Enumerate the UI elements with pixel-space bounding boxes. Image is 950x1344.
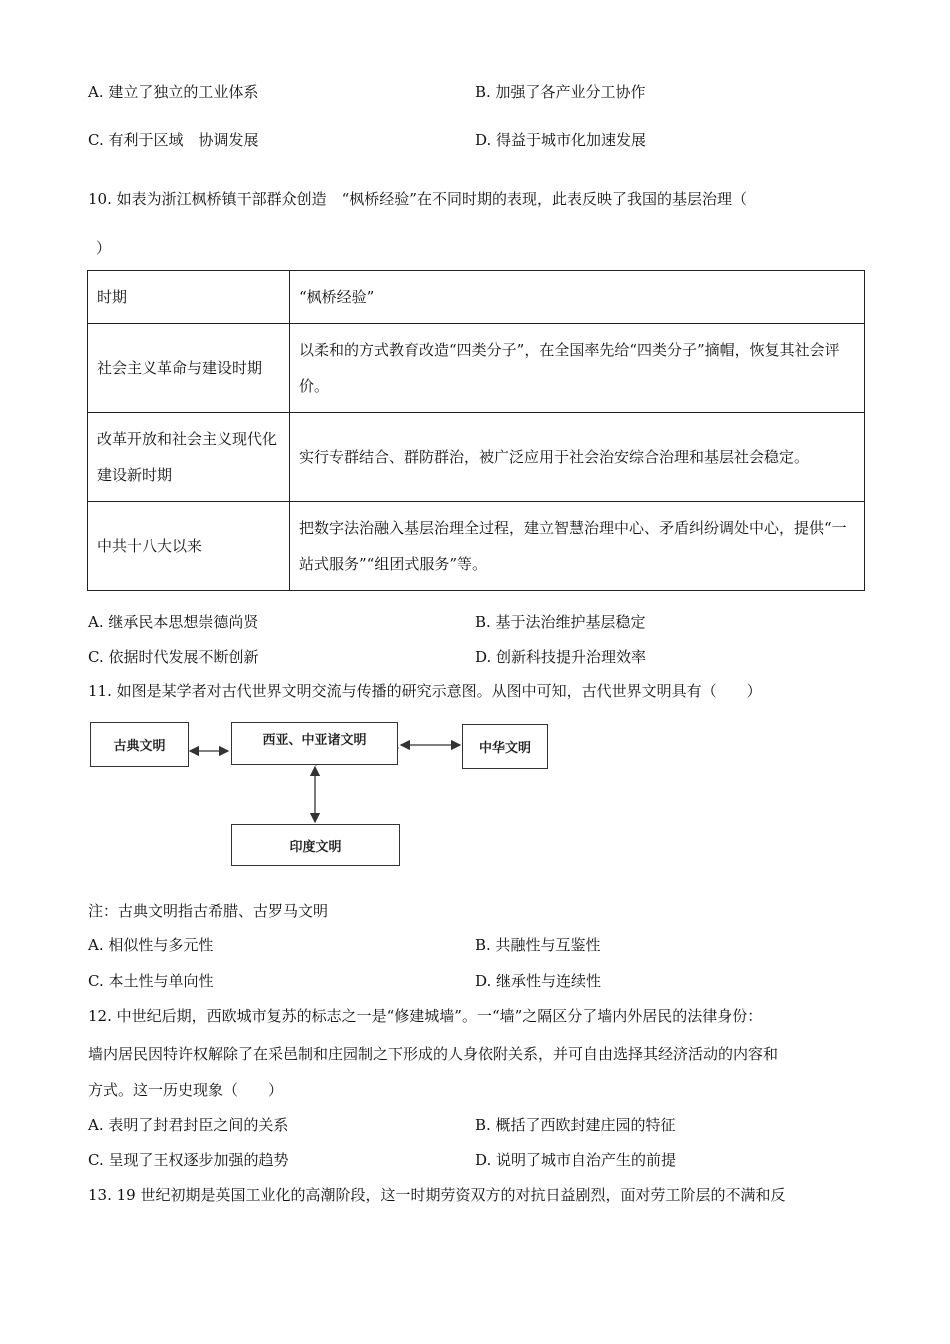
q10-option-c: C. 依据时代发展不断创新 bbox=[88, 648, 259, 666]
q10-option-d: D. 创新科技提升治理效率 bbox=[475, 648, 647, 666]
q11-option-d: D. 继承性与连续性 bbox=[475, 972, 602, 990]
q10-option-b: B. 基于法治维护基层稳定 bbox=[475, 613, 646, 631]
q12-stem-line3: 方式。这一历史现象（ ） bbox=[88, 1081, 284, 1099]
row-content: 把数字法治融入基层治理全过程，建立智慧治理中心、矛盾纠纷调处中心，提供“一站式服务”“组团式服务”等。 bbox=[290, 502, 865, 591]
row-period: 中共十八大以来 bbox=[88, 502, 290, 591]
q12-stem-line1: 12. 中世纪后期，西欧城市复苏的标志之一是“修建城墙”。一“墙”之隔区分了墙内外居民的法律身份： bbox=[88, 1007, 763, 1025]
q12-option-b: B. 概括了西欧封建庄园的特征 bbox=[475, 1116, 676, 1134]
row-content: 实行专群结合、群防群治，被广泛应用于社会治安综合治理和基层社会稳定。 bbox=[290, 413, 865, 502]
q11-option-b: B. 共融性与互鉴性 bbox=[475, 936, 601, 954]
header-experience: “枫桥经验” bbox=[290, 271, 865, 324]
row-period: 改革开放和社会主义现代化建设新时期 bbox=[88, 413, 290, 502]
box-classical-civilization: 古典文明 bbox=[90, 722, 189, 767]
q10-option-a: A. 继承民本思想崇德尚贤 bbox=[88, 613, 259, 631]
box-indian-civilization: 印度文明 bbox=[231, 824, 400, 866]
row-content: 以柔和的方式教育改造“四类分子”，在全国率先给“四类分子”摘帽，恢复其社会评价。 bbox=[290, 324, 865, 413]
q11-option-c: C. 本土性与单向性 bbox=[88, 972, 214, 990]
box-chinese-civilization: 中华文明 bbox=[462, 724, 548, 769]
q12-stem-line2: 墙内居民因特许权解除了在采邑制和庄园制之下形成的人身依附关系，并可自由选择其经济活动的内容和 bbox=[88, 1045, 779, 1063]
q10-stem: 10. 如表为浙江枫桥镇干部群众创造 “枫桥经验”在不同时期的表现，此表反映了我国的基层治理（ bbox=[88, 190, 747, 208]
q11-option-a: A. 相似性与多元性 bbox=[88, 936, 214, 954]
q12-option-d: D. 说明了城市自治产生的前提 bbox=[475, 1151, 677, 1169]
box-west-central-asia-civilizations: 西亚、中亚诸文明 bbox=[231, 722, 398, 765]
q13-stem-line1: 13. 19 世纪初期是英国工业化的高潮阶段，这一时期劳资双方的对抗日益剧烈，面对劳工阶层的不满和反 bbox=[88, 1186, 786, 1204]
q9-option-c: C. 有利于区域 协调发展 bbox=[88, 131, 259, 149]
q9-option-b: B. 加强了各产业分工协作 bbox=[475, 83, 646, 101]
row-period: 社会主义革命与建设时期 bbox=[88, 324, 290, 413]
q10-stem-close: ） bbox=[96, 239, 112, 257]
q9-option-a: A. 建立了独立的工业体系 bbox=[88, 83, 259, 101]
header-period: 时期 bbox=[88, 271, 290, 324]
q12-option-a: A. 表明了封君封臣之间的关系 bbox=[88, 1116, 289, 1134]
q11-note: 注：古典文明指古希腊、古罗马文明 bbox=[88, 902, 329, 920]
q11-stem: 11. 如图是某学者对古代世界文明交流与传播的研究示意图。从图中可知，古代世界文明具有（ ） bbox=[88, 682, 762, 700]
q12-option-c: C. 呈现了王权逐步加强的趋势 bbox=[88, 1151, 289, 1169]
q9-option-d: D. 得益于城市化加速发展 bbox=[475, 131, 647, 149]
